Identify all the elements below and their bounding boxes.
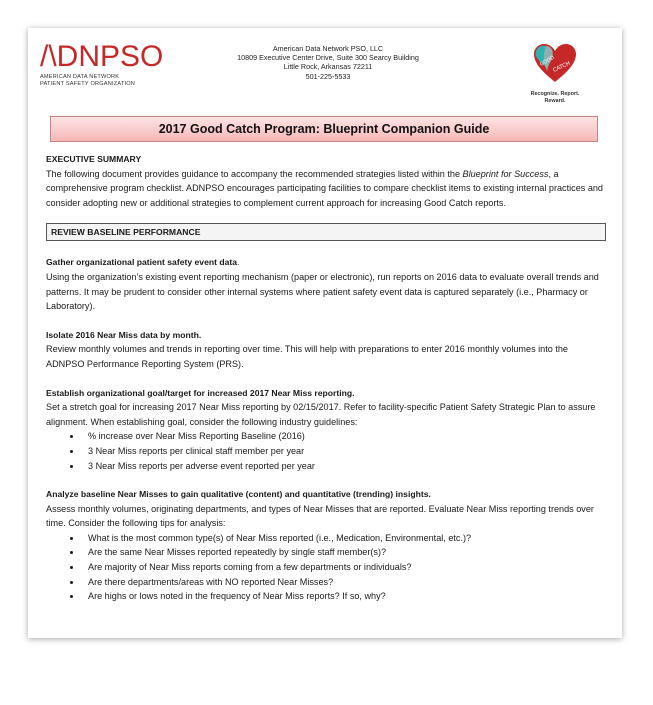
gather-heading-period: . — [237, 257, 240, 268]
list-item: • Are majority of Near Miss reports coming from a few departments or individuals? — [82, 560, 606, 575]
badge-text-catch: CATCH — [552, 60, 572, 74]
logo-mark — [40, 42, 170, 72]
review-baseline-heading: REVIEW BASELINE PERFORMANCE — [46, 223, 606, 241]
address-line3: Little Rock, Arkansas 72211 — [283, 62, 373, 72]
gather-heading — [46, 255, 606, 270]
list-item: • 3 Near Miss reports per clinical staff member per year — [82, 444, 606, 459]
list-item: • Are there departments/areas with NO reported Near Misses? — [82, 575, 606, 590]
establish-heading: Establish organizational goal/target for increased 2017 Near Miss reporting. — [46, 387, 355, 398]
list-item: • Are the same Near Misses reported repeatedly by single staff member(s)? — [82, 545, 606, 560]
heart-icon — [532, 42, 578, 84]
exec-summary-heading: EXECUTIVE SUMMARY — [46, 154, 142, 164]
good-catch-logo — [520, 42, 590, 104]
exec-text-b: , a comprehensive program checklist. ADNPSO encourages participating facilities to compare checklist items to existing internal practices and consider adopting new or additional strategies to complement current approach for increasing Good Catch reports. — [46, 168, 603, 208]
logo-line2: PATIENT SAFETY ORGANIZATION — [40, 80, 136, 87]
analyze-list — [46, 531, 606, 604]
document-body — [46, 152, 606, 604]
document-page — [28, 28, 622, 638]
isolate-text: Review monthly volumes and trends in reporting over time. This will help with preparations to enter 2016 monthly volumes into the ADNPSO Performance Reporting System (PRS). — [46, 344, 568, 369]
blueprint-title: Blueprint for Success — [462, 168, 549, 179]
establish-text: Set a stretch goal for increasing 2017 Near Miss reporting by 02/15/2017. Refer to facility-specific Patient Safety Strategic Plan to assure alignment. When establishing goal, consider the following industry guidelines: — [46, 402, 596, 427]
list-item: • Are highs or lows noted in the frequency of Near Miss reports? If so, why? — [82, 589, 606, 604]
list-item: • What is the most common type(s) of Near Miss reported (i.e., Medication, Environmental, etc.)? — [82, 531, 606, 546]
logo-subtitle — [40, 74, 170, 87]
establish-list — [46, 429, 606, 473]
exec-text-a: The following document provides guidance to accompany the recommended strategies listed within the — [46, 168, 463, 179]
logo-prefix: /\D — [40, 40, 79, 73]
logo-pso: PSO — [100, 40, 164, 73]
address-phone: 501-225-5533 — [305, 71, 351, 81]
list-item: • 3 Near Miss reports per adverse event reported per year — [82, 459, 606, 474]
logo-n: N — [78, 40, 101, 73]
address-block — [188, 44, 468, 81]
address-line2: 10809 Executive Center Drive, Suite 300 Searcy Building — [237, 53, 419, 63]
adnpso-logo — [40, 42, 170, 87]
address-line1: American Data Network PSO, LLC — [272, 44, 384, 53]
analyze-text: Assess monthly volumes, originating departments, and types of Near Misses that are reported. Evaluate Near Miss reporting trends over time. Consider the following tips for analysis: — [46, 503, 594, 529]
gather-heading-text: Gather organizational patient safety event data — [46, 257, 238, 268]
isolate-heading: Isolate 2016 Near Miss data by month. — [46, 329, 202, 340]
gather-text: Using the organization’s existing event reporting mechanism (paper or electronic), run reports on 2016 data to evaluate overall trends and patterns. It may be prudent to consider other internal systems where patient safety event data is captured separately (i.e., Pharmacy or Laboratory). — [46, 271, 599, 312]
badge-text-good: GOOD — [539, 54, 556, 68]
logo-line1: AMERICAN DATA NETWORK — [40, 74, 120, 80]
document-title: 2017 Good Catch Program: Blueprint Companion Guide — [50, 116, 598, 142]
exec-summary-text — [46, 167, 606, 211]
analyze-heading: Analyze baseline Near Misses to gain qualitative (content) and quantitative (trending) insights. — [46, 489, 431, 500]
logo-tagline: Recognize. Report. Reward. — [530, 91, 580, 104]
list-item: • % increase over Near Miss Reporting Baseline (2016) — [82, 429, 606, 444]
